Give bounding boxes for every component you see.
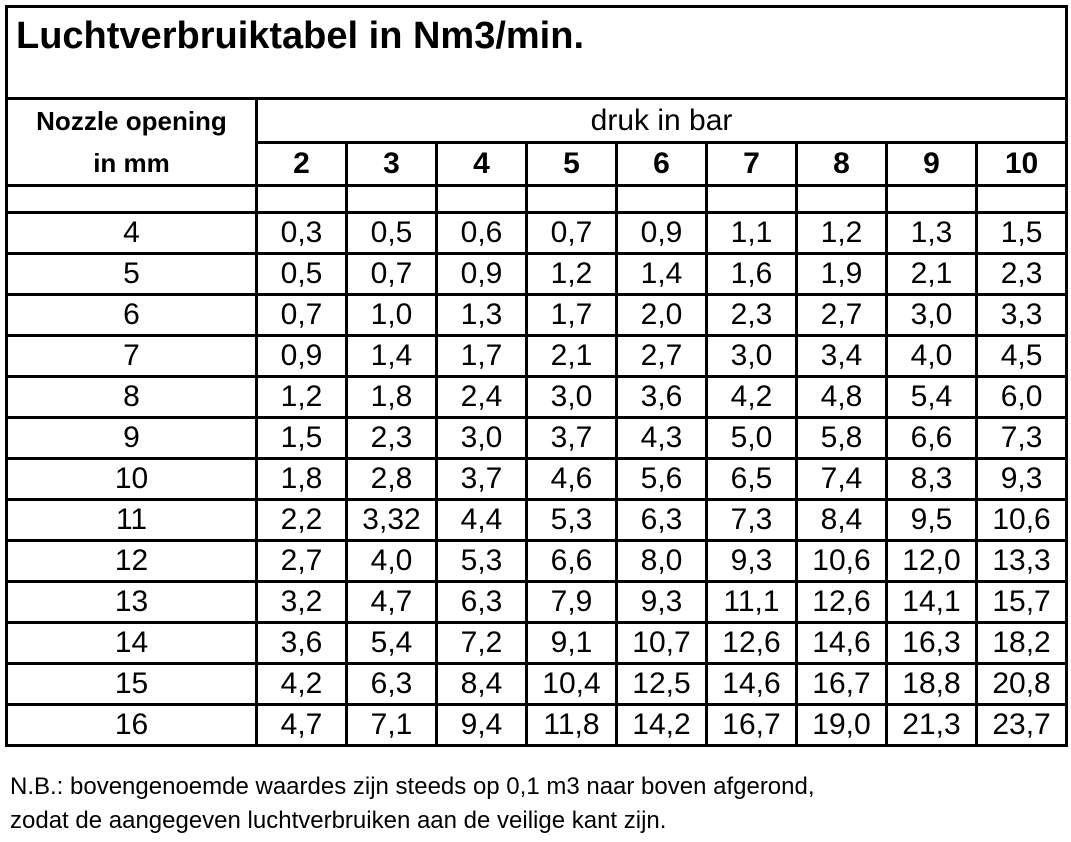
spacer-cell	[617, 186, 707, 213]
consumption-value-cell: 9,4	[437, 705, 527, 746]
consumption-value-cell: 9,3	[617, 582, 707, 623]
consumption-value-cell: 4,8	[797, 377, 887, 418]
table-row	[7, 377, 1067, 418]
consumption-value-cell: 0,5	[257, 254, 347, 295]
nozzle-size-cell: 7	[7, 336, 257, 377]
consumption-value-cell: 5,4	[347, 623, 437, 664]
nozzle-header-line1: Nozzle opening	[36, 106, 227, 136]
consumption-value-cell: 23,7	[977, 705, 1067, 746]
consumption-value-cell: 8,3	[887, 459, 977, 500]
consumption-value-cell: 2,1	[887, 254, 977, 295]
consumption-value-cell: 12,5	[617, 664, 707, 705]
consumption-value-cell: 16,3	[887, 623, 977, 664]
consumption-value-cell: 5,3	[527, 500, 617, 541]
consumption-value-cell: 2,4	[437, 377, 527, 418]
consumption-value-cell: 20,8	[977, 664, 1067, 705]
consumption-value-cell: 6,6	[527, 541, 617, 582]
consumption-value-cell: 2,3	[347, 418, 437, 459]
consumption-table	[5, 5, 1068, 747]
consumption-value-cell: 6,3	[347, 664, 437, 705]
consumption-value-cell: 0,5	[347, 213, 437, 254]
nozzle-size-cell: 14	[7, 623, 257, 664]
consumption-value-cell: 3,7	[527, 418, 617, 459]
consumption-value-cell: 11,8	[527, 705, 617, 746]
consumption-value-cell: 0,7	[347, 254, 437, 295]
consumption-value-cell: 1,2	[527, 254, 617, 295]
consumption-value-cell: 15,7	[977, 582, 1067, 623]
consumption-value-cell: 7,4	[797, 459, 887, 500]
consumption-value-cell: 1,0	[347, 295, 437, 336]
footnote-line2: zodat de aangegeven luchtverbruiken aan de veilige kant zijn.	[10, 807, 667, 834]
table-row	[7, 541, 1067, 582]
consumption-value-cell: 1,4	[617, 254, 707, 295]
nozzle-size-cell: 8	[7, 377, 257, 418]
consumption-value-cell: 4,6	[527, 459, 617, 500]
pressure-header-cell: 5	[527, 143, 617, 186]
consumption-value-cell: 18,8	[887, 664, 977, 705]
pressure-header-cell: 10	[977, 143, 1067, 186]
table-row	[7, 623, 1067, 664]
consumption-value-cell: 7,2	[437, 623, 527, 664]
consumption-value-cell: 3,4	[797, 336, 887, 377]
consumption-value-cell: 6,6	[887, 418, 977, 459]
consumption-value-cell: 10,4	[527, 664, 617, 705]
nozzle-size-cell: 10	[7, 459, 257, 500]
consumption-value-cell: 2,7	[257, 541, 347, 582]
consumption-value-cell: 18,2	[977, 623, 1067, 664]
pressure-header-cell: 3	[347, 143, 437, 186]
consumption-value-cell: 13,3	[977, 541, 1067, 582]
table-row	[7, 705, 1067, 746]
table-row	[7, 336, 1067, 377]
consumption-value-cell: 12,0	[887, 541, 977, 582]
consumption-value-cell: 0,6	[437, 213, 527, 254]
consumption-value-cell: 4,3	[617, 418, 707, 459]
consumption-value-cell: 12,6	[797, 582, 887, 623]
consumption-value-cell: 1,7	[437, 336, 527, 377]
pressure-header-cell: 6	[617, 143, 707, 186]
consumption-value-cell: 3,0	[707, 336, 797, 377]
consumption-value-cell: 16,7	[797, 664, 887, 705]
consumption-value-cell: 2,8	[347, 459, 437, 500]
spacer-cell	[977, 186, 1067, 213]
spacer-cell	[797, 186, 887, 213]
consumption-value-cell: 4,7	[347, 582, 437, 623]
pressure-header-cell: 7	[707, 143, 797, 186]
consumption-value-cell: 1,9	[797, 254, 887, 295]
table-row	[7, 295, 1067, 336]
consumption-value-cell: 2,2	[257, 500, 347, 541]
spacer-cell	[7, 186, 257, 213]
nozzle-size-cell: 11	[7, 500, 257, 541]
table-row	[7, 459, 1067, 500]
consumption-value-cell: 6,3	[617, 500, 707, 541]
table-row	[7, 500, 1067, 541]
title-row	[7, 7, 1067, 99]
consumption-value-cell: 4,5	[977, 336, 1067, 377]
consumption-value-cell: 10,6	[977, 500, 1067, 541]
footnote	[10, 770, 815, 838]
spacer-cell	[887, 186, 977, 213]
consumption-value-cell: 10,7	[617, 623, 707, 664]
nozzle-header-line2: in mm	[93, 148, 170, 178]
spacer-cell	[257, 186, 347, 213]
consumption-value-cell: 5,8	[797, 418, 887, 459]
consumption-value-cell: 14,2	[617, 705, 707, 746]
consumption-value-cell: 5,0	[707, 418, 797, 459]
consumption-value-cell: 1,5	[257, 418, 347, 459]
spacer-cell	[347, 186, 437, 213]
pressure-header-cell: 4	[437, 143, 527, 186]
consumption-value-cell: 1,8	[347, 377, 437, 418]
air-consumption-sheet	[5, 5, 1065, 747]
consumption-value-cell: 1,7	[527, 295, 617, 336]
consumption-value-cell: 4,4	[437, 500, 527, 541]
consumption-value-cell: 4,0	[347, 541, 437, 582]
consumption-value-cell: 4,0	[887, 336, 977, 377]
pressure-header-cell: 9	[887, 143, 977, 186]
nozzle-size-cell: 4	[7, 213, 257, 254]
pressure-header-cell: 2	[257, 143, 347, 186]
consumption-value-cell: 7,9	[527, 582, 617, 623]
consumption-value-cell: 6,3	[437, 582, 527, 623]
consumption-value-cell: 1,2	[257, 377, 347, 418]
nozzle-size-cell: 6	[7, 295, 257, 336]
footnote-line1: N.B.: bovengenoemde waardes zijn steeds op 0,1 m3 naar boven afgerond,	[10, 773, 815, 800]
nozzle-size-cell: 12	[7, 541, 257, 582]
consumption-value-cell: 14,1	[887, 582, 977, 623]
consumption-value-cell: 1,2	[797, 213, 887, 254]
consumption-value-cell: 1,6	[707, 254, 797, 295]
consumption-value-cell: 1,3	[887, 213, 977, 254]
consumption-value-cell: 3,2	[257, 582, 347, 623]
consumption-value-cell: 9,3	[707, 541, 797, 582]
consumption-value-cell: 0,3	[257, 213, 347, 254]
pressure-header-cell: 8	[797, 143, 887, 186]
consumption-value-cell: 8,0	[617, 541, 707, 582]
table-title: Luchtverbruiktabel in Nm3/min.	[7, 7, 1067, 99]
consumption-value-cell: 1,4	[347, 336, 437, 377]
table-row	[7, 664, 1067, 705]
consumption-value-cell: 2,7	[797, 295, 887, 336]
consumption-value-cell: 8,4	[797, 500, 887, 541]
spacer-cell	[707, 186, 797, 213]
consumption-value-cell: 5,6	[617, 459, 707, 500]
consumption-value-cell: 0,7	[257, 295, 347, 336]
consumption-value-cell: 1,1	[707, 213, 797, 254]
table-row	[7, 418, 1067, 459]
consumption-value-cell: 5,3	[437, 541, 527, 582]
consumption-value-cell: 6,0	[977, 377, 1067, 418]
spacer-row	[7, 186, 1067, 213]
consumption-value-cell: 3,6	[257, 623, 347, 664]
nozzle-size-cell: 5	[7, 254, 257, 295]
consumption-value-cell: 0,9	[257, 336, 347, 377]
consumption-value-cell: 16,7	[707, 705, 797, 746]
consumption-value-cell: 10,6	[797, 541, 887, 582]
nozzle-size-cell: 15	[7, 664, 257, 705]
consumption-value-cell: 3,7	[437, 459, 527, 500]
consumption-value-cell: 3,0	[527, 377, 617, 418]
consumption-value-cell: 2,0	[617, 295, 707, 336]
consumption-value-cell: 3,32	[347, 500, 437, 541]
nozzle-size-cell: 16	[7, 705, 257, 746]
consumption-value-cell: 14,6	[707, 664, 797, 705]
consumption-value-cell: 7,3	[707, 500, 797, 541]
consumption-value-cell: 7,3	[977, 418, 1067, 459]
consumption-value-cell: 7,1	[347, 705, 437, 746]
consumption-value-cell: 14,6	[797, 623, 887, 664]
consumption-value-cell: 6,5	[707, 459, 797, 500]
table-row	[7, 213, 1067, 254]
consumption-value-cell: 2,7	[617, 336, 707, 377]
consumption-value-cell: 3,0	[437, 418, 527, 459]
consumption-value-cell: 0,7	[527, 213, 617, 254]
spacer-cell	[437, 186, 527, 213]
table-row	[7, 254, 1067, 295]
consumption-value-cell: 12,6	[707, 623, 797, 664]
druk-header-row	[7, 99, 1067, 143]
consumption-value-cell: 2,1	[527, 336, 617, 377]
consumption-value-cell: 2,3	[707, 295, 797, 336]
consumption-value-cell: 3,3	[977, 295, 1067, 336]
consumption-value-cell: 8,4	[437, 664, 527, 705]
consumption-value-cell: 2,3	[977, 254, 1067, 295]
consumption-value-cell: 5,4	[887, 377, 977, 418]
consumption-value-cell: 1,5	[977, 213, 1067, 254]
table-body	[7, 7, 1067, 746]
consumption-value-cell: 9,5	[887, 500, 977, 541]
consumption-value-cell: 21,3	[887, 705, 977, 746]
pressure-group-header: druk in bar	[257, 99, 1067, 143]
consumption-value-cell: 1,3	[437, 295, 527, 336]
nozzle-size-cell: 13	[7, 582, 257, 623]
nozzle-size-cell: 9	[7, 418, 257, 459]
consumption-value-cell: 11,1	[707, 582, 797, 623]
consumption-value-cell: 4,2	[257, 664, 347, 705]
consumption-value-cell: 4,2	[707, 377, 797, 418]
consumption-value-cell: 3,6	[617, 377, 707, 418]
spacer-cell	[527, 186, 617, 213]
consumption-value-cell: 9,3	[977, 459, 1067, 500]
nozzle-opening-header	[7, 99, 257, 186]
consumption-value-cell: 19,0	[797, 705, 887, 746]
consumption-value-cell: 9,1	[527, 623, 617, 664]
consumption-value-cell: 0,9	[437, 254, 527, 295]
consumption-value-cell: 0,9	[617, 213, 707, 254]
consumption-value-cell: 3,0	[887, 295, 977, 336]
consumption-value-cell: 4,7	[257, 705, 347, 746]
consumption-value-cell: 1,8	[257, 459, 347, 500]
table-row	[7, 582, 1067, 623]
